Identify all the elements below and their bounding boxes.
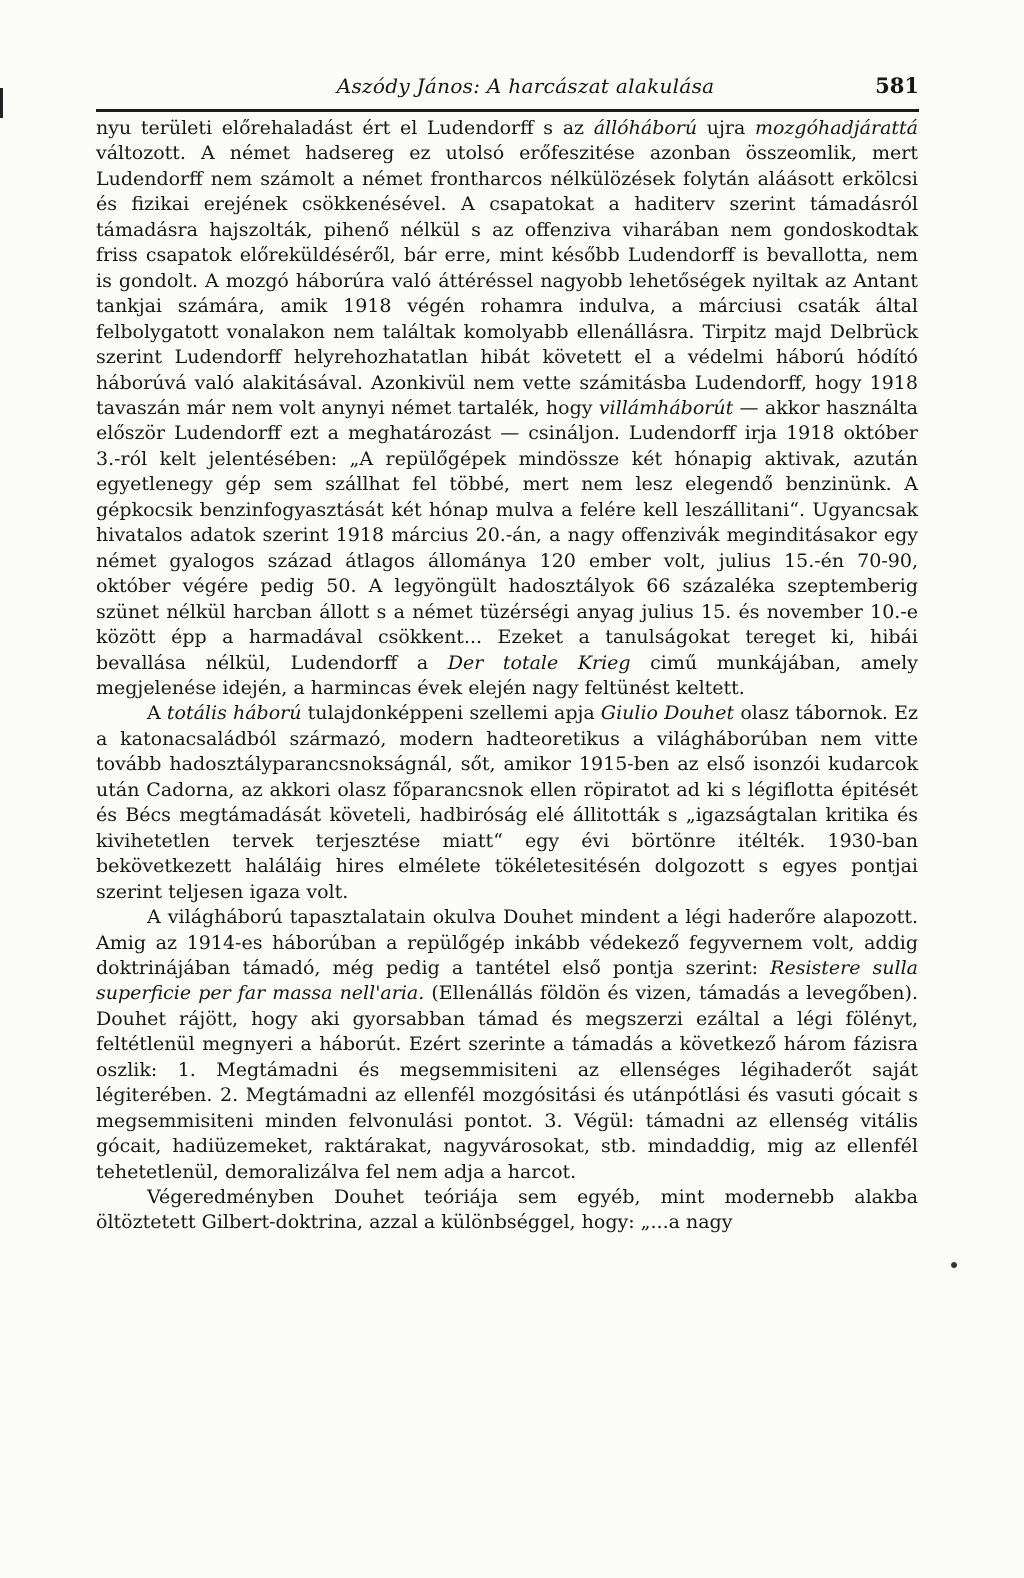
italic-text: mozgóhadjárattá xyxy=(754,117,918,139)
italic-text: villámháborút xyxy=(598,396,734,419)
text-run: nyu területi előrehaladást ért el Ludendorff s az xyxy=(96,117,594,139)
page-number: 581 xyxy=(875,73,919,98)
italic-text: totális háború xyxy=(166,702,302,725)
text-run: (Ellenállás földön és vizen, támadás a levegőben). Douhet rájött, hogy aki gyorsabban támad és megszerzi ezáltal a légi fölényt, feltétlenül megnyeri a háborút. Ezért szerinte a támadás a következő három fázisra oszlik: 1. Megtámadni és megsemmisiteni az ellenséges légihaderőt saját légiterében. 2. Megtámadni az ellenfél mozgósitási és utánpótlási és vasuti gócait s megsemmisiteni minden felvonulási pontot. 3. Végül: támadni az ellenség vitális gócait, hadiüzemeket, raktárakat, nagyvárosokat, stb. mindaddig, mig az ellenfél tehetetlenül, demoralizálva fel nem adja a harcot. xyxy=(96,982,918,1183)
italic-text: állóháború xyxy=(593,117,698,139)
body-text xyxy=(96,116,918,1236)
text-run: tulajdonképpeni szellemi apja xyxy=(301,702,601,725)
paragraph xyxy=(96,701,918,905)
text-run: változott. A német hadsereg ez utolsó erőfeszitése azonban összeomlik, mert Ludendorff nem számolt a német frontharcos nélkülözések folytán aláásott erkölcsi és fizikai erejének csökkenésével. A csapatokat a haditerv szerint támadásról támadásra hajszolták, pihenő nélkül s az offenziva viharában nem gondoskodtak friss csapatok előreküldéséről, bár erre, mint később Ludendorff is bevallotta, nem is gondolt. A mozgó háborúra való áttéréssel nagyobb lehetőségek nyiltak az Antant tankjai számára, amik 1918 végén rohamra indulva, a márciusi csaták által felbolygatott vonalakon nem találtak komolyabb ellenállásra. Tirpitz majd Delbrück szerint Ludendorff helyrehozhatatlan hibát követett el a védelmi háború hódító háborúvá való alakitásával. Azonkivül nem vette számitásba Ludendorff, hogy 1918 tavaszán már nem volt anynyi német tartalék, hogy xyxy=(96,142,918,419)
italic-text: Giulio Douhet xyxy=(600,702,735,725)
paragraph xyxy=(96,905,918,1185)
page-header xyxy=(96,73,919,112)
margin-dot xyxy=(951,1262,957,1268)
margin-mark xyxy=(0,88,3,118)
text-run: — akkor használta először Ludendorff ezt a meghatározást — csináljon. Ludendorff irja 1918 október 3.-ról kelt jelentésében: „A repülőgépek mindössze két hónapig aktivak, azután egyetlenegy gép sem szállhat fel többé, mert nem lesz elegendő benzinünk. A gépkocsik benzinfogyasztását két hónap mulva a felére kell leszállitani“. Ugyancsak hivatalos adatok szerint 1918 március 20.-án, a nagy offenzivák meginditásakor egy német gyalogos század átlagos állománya 120 ember volt, julius 15.-én 70-90, október végére pedig 50. A legyöngült hadosztályok 66 százaléka szeptemberig szünet nélkül harcban állott s a német tüzérségi anyag julius 15. és november 10.-e között épp a harmadával csökkent... Ezeket a tanulságokat tereget ki, hibái bevallása nélkül, Ludendorff a xyxy=(96,396,918,674)
paragraph xyxy=(96,116,918,701)
text-run: ujra xyxy=(697,117,755,139)
italic-text: Der totale Krieg xyxy=(447,651,631,674)
text-run: A világháború tapasztalatain okulva Douhet mindent a légi haderőre alapozott. Amig az 1914-es háborúban a repülőgép inkább védekező fegyvernem volt, addig doktrinájában támadó, még pedig a tantétel első pontja szerint: xyxy=(96,906,918,979)
text-run: olasz tábornok. Ez a katonacsaládból származó, modern hadteoretikus a világháborúban nem vitte tovább hadosztályparancsnokságnál, sőt, amikor 1915-ben az első isonzói kudarcok után Cadorna, az akkori olasz főparancsnok ellen röpiratot ad ki s légiflotta épitését és Bécs megtámadását követeli, hadbiróság elé állitották s „igazságtalan kritika és kivihetetlen tervek terjesztése miatt“ egy évi börtönre itélték. 1930-ban bekövetkezett haláláig hires elmélete tökéletesitésén dolgozott s egyes pontjai szerint teljesen igaza volt. xyxy=(96,702,918,903)
text-run: Végeredményben Douhet teóriája sem egyéb, mint modernebb alakba öltöztetett Gilbert-doktrina, azzal a különbséggel, hogy: „...a nagy xyxy=(96,1186,918,1234)
running-title: Aszódy János: A harcászat alakulása xyxy=(336,74,715,98)
italic-text: Resistere sulla superficie per far massa nell'aria. xyxy=(96,956,919,1005)
paragraph xyxy=(96,1185,918,1236)
text-run: A xyxy=(147,702,167,725)
text-run: cimű munkájában, amely megjelenése idején, a harmincas évek elején nagy feltünést keltett. xyxy=(96,651,918,699)
